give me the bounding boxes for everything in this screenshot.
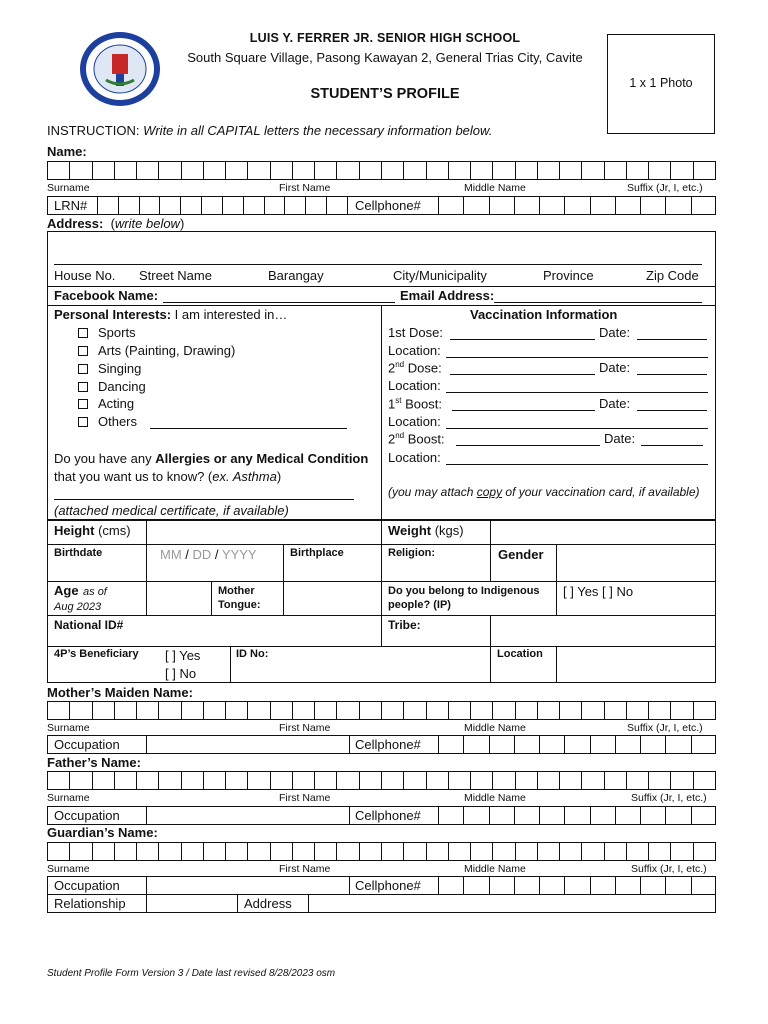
father-occupation-field[interactable] — [148, 807, 347, 824]
divider — [146, 581, 147, 616]
location-field[interactable] — [446, 464, 708, 465]
ordinal: 2 — [388, 431, 396, 447]
province-label: Province — [543, 268, 594, 283]
weight-label — [388, 523, 464, 538]
allergy-text: ) — [276, 469, 282, 484]
facebook-label: Facebook Name: — [54, 288, 159, 303]
father-label: Father’s Name: — [47, 755, 141, 770]
allergy-text: Do you have any — [54, 451, 152, 466]
address-hint: write below — [114, 216, 180, 231]
divider — [556, 646, 557, 683]
lrn-grid[interactable] — [97, 196, 348, 215]
birthdate-label: Birthdate — [54, 547, 103, 559]
guardian-cellphone-grid[interactable] — [438, 876, 716, 895]
dose1-date-field[interactable] — [637, 339, 707, 340]
divider — [556, 544, 557, 582]
gender-field[interactable] — [558, 546, 714, 580]
father-cellphone-grid[interactable] — [438, 806, 716, 825]
ordinal-suffix: nd — [395, 360, 405, 369]
address-line[interactable] — [54, 264, 702, 265]
checkbox[interactable] — [78, 328, 88, 338]
instruction-text: Write in all CAPITAL letters the necessary information below. — [143, 123, 493, 138]
allergy-question — [54, 450, 374, 486]
location-label: Location: — [388, 378, 441, 393]
interest-dancing[interactable] — [78, 379, 146, 394]
occupation-label: Occupation — [54, 737, 120, 752]
interest-label: Singing — [98, 361, 142, 376]
dose2-label — [388, 360, 442, 375]
address-label: Address: — [47, 216, 104, 231]
interest-label: Dancing — [98, 379, 146, 394]
checkbox[interactable] — [78, 399, 88, 409]
surname-label: Surname — [47, 863, 90, 875]
father-name-grid[interactable] — [47, 771, 716, 790]
guardian-name-grid[interactable] — [47, 842, 716, 861]
house-no-label: House No. — [54, 268, 116, 283]
cellphone-label: Cellphone# — [355, 737, 421, 752]
others-field[interactable] — [150, 428, 347, 429]
weight-field[interactable] — [492, 522, 714, 543]
divider — [490, 544, 491, 582]
surname-label: Surname — [47, 792, 90, 804]
interest-arts[interactable] — [78, 343, 235, 358]
guardian-address-label: Address — [244, 896, 292, 911]
height-field[interactable] — [148, 522, 379, 543]
attach-note: (attached medical certificate, if available) — [54, 503, 289, 518]
fourps-label: 4P’s Beneficiary — [54, 648, 139, 660]
interest-others[interactable] — [78, 414, 137, 429]
allergy-text: that you want us to know? ( — [54, 469, 213, 484]
suffix-label: Suffix (Jr, I, etc.) — [631, 792, 707, 804]
location-label: Location: — [388, 414, 441, 429]
interest-label: Sports — [98, 325, 136, 340]
interest-acting[interactable] — [78, 396, 134, 411]
divider — [146, 544, 147, 582]
email-label: Email Address: — [400, 288, 495, 303]
divider — [146, 520, 147, 545]
divider — [490, 615, 491, 647]
allergy-bold: Allergies or any Medical — [155, 451, 305, 466]
address-heading: Address: (write below) — [47, 216, 185, 231]
suffix-label: Suffix (Jr, I, etc.) — [627, 722, 703, 734]
middle-name-label: Middle Name — [464, 722, 526, 734]
location-label: Location: — [388, 450, 441, 465]
date-label: Date: — [604, 431, 636, 446]
middle-name-label: Middle Name — [464, 863, 526, 875]
location-label: Location: — [388, 343, 441, 358]
dose-label: Boost: — [401, 396, 442, 412]
location-field[interactable] — [446, 357, 708, 358]
height-text: Height — [54, 523, 95, 538]
date-label: Date: — [599, 325, 631, 340]
divider — [381, 305, 382, 520]
first-name-label: First Name — [279, 182, 331, 194]
month-placeholder: MM — [160, 547, 182, 562]
height-unit: (cms) — [98, 523, 131, 538]
boost2-field[interactable] — [456, 445, 600, 446]
boost2-label — [388, 431, 445, 446]
divider — [146, 806, 147, 825]
first-name-label: First Name — [279, 722, 331, 734]
dose2-field[interactable] — [450, 374, 595, 375]
allergy-field[interactable] — [54, 499, 354, 500]
guardian-occupation-field[interactable] — [148, 877, 347, 893]
interest-sports[interactable] — [78, 325, 136, 340]
lrn-label: LRN# — [54, 198, 88, 213]
age-date: Aug 2023 — [54, 601, 102, 613]
guardian-label: Guardian’s Name: — [47, 825, 158, 840]
boost1-label — [388, 396, 442, 411]
note-text: of your vaccination card, if available) — [502, 485, 700, 499]
checkbox[interactable] — [78, 364, 88, 374]
weight-unit: (kgs) — [434, 523, 464, 538]
tribe-label: Tribe: — [388, 618, 421, 632]
relationship-label: Relationship — [54, 896, 126, 911]
age-text: Age — [54, 583, 79, 598]
divider — [308, 894, 309, 913]
divider — [146, 735, 147, 754]
barangay-label: Barangay — [268, 268, 324, 283]
day-placeholder: DD — [192, 547, 212, 562]
divider — [381, 520, 382, 647]
birthdate-field[interactable]: MM / DD / YYYY — [160, 547, 257, 562]
checkbox[interactable] — [78, 417, 88, 427]
instruction-label: INSTRUCTION: — [47, 123, 140, 138]
name-label: Name: — [47, 144, 87, 159]
divider — [556, 581, 557, 616]
divider — [146, 876, 147, 913]
ordinal: 1 — [388, 396, 396, 412]
national-id-label: National ID# — [54, 618, 124, 632]
city-label: City/Municipality — [393, 268, 487, 283]
year-placeholder: YYYY — [221, 547, 257, 562]
guardian-address-field[interactable] — [310, 895, 714, 912]
note-text: copy — [476, 485, 503, 499]
id-no-label: ID No: — [236, 648, 269, 660]
birthplace-label: Birthplace — [290, 547, 344, 559]
first-name-label: First Name — [279, 792, 331, 804]
religion-label: Religion: — [388, 547, 436, 559]
date-label: Date: — [599, 396, 631, 411]
photo-box[interactable] — [607, 34, 715, 134]
instruction — [47, 123, 492, 138]
interest-label: Others — [98, 414, 138, 429]
surname-label: Surname — [47, 722, 90, 734]
ordinal-suffix: st — [395, 396, 402, 405]
vaccination-note — [388, 485, 706, 500]
middle-name-label: Middle Name — [464, 182, 526, 194]
divider — [490, 646, 491, 683]
photo-label: 1 x 1 Photo — [629, 76, 693, 90]
checkbox[interactable] — [78, 382, 88, 392]
interest-label: Arts (Painting, Drawing) — [98, 343, 236, 358]
dose1-label: 1st Dose: — [388, 325, 443, 340]
weight-text: Weight — [388, 523, 432, 538]
divider — [47, 286, 716, 287]
divider — [211, 581, 212, 616]
interest-label: Acting — [98, 396, 135, 411]
school-address: South Square Village, Pasong Kawayan 2, General Trias City, Cavite — [187, 50, 583, 65]
height-label — [54, 523, 131, 538]
ip-question: Do you belong to Indigenous people? (IP) — [388, 585, 540, 611]
boost1-date-field[interactable] — [637, 410, 707, 411]
interests-heading — [54, 307, 287, 322]
cellphone-label: Cellphone# — [355, 198, 421, 213]
footer-note: Student Profile Form Version 3 / Date last revised 8/28/2023 osm — [47, 968, 336, 979]
suffix-label: Suffix (Jr, I, etc.) — [627, 182, 703, 194]
dose-label: Boost: — [404, 431, 445, 447]
divider — [349, 806, 350, 825]
cellphone-label: Cellphone# — [355, 808, 421, 823]
divider — [283, 544, 284, 582]
allergy-example: ex. Asthma — [212, 469, 277, 484]
divider — [283, 581, 284, 616]
interests-lead: I am interested in… — [174, 307, 288, 322]
divider — [349, 735, 350, 754]
divider — [237, 894, 238, 913]
divider — [490, 520, 491, 545]
mother-occupation-field[interactable] — [148, 736, 347, 753]
school-name: LUIS Y. FERRER JR. SENIOR HIGH SCHOOL — [249, 31, 521, 45]
first-name-label: First Name — [279, 863, 331, 875]
boost2-date-field[interactable] — [641, 445, 703, 446]
dose2-date-field[interactable] — [637, 374, 707, 375]
location-field[interactable] — [446, 428, 708, 429]
surname-label: Surname — [47, 182, 90, 194]
age-asof: as of — [83, 586, 107, 598]
vaccination-title: Vaccination Information — [470, 307, 618, 322]
divider — [349, 876, 350, 895]
ordinal-suffix: nd — [395, 431, 405, 440]
mother-cellphone-grid[interactable] — [438, 735, 716, 754]
mother-label: Mother’s Maiden Name: — [47, 685, 193, 700]
mother-tongue-label: Mother Tongue: — [218, 585, 261, 611]
occupation-label: Occupation — [54, 878, 120, 893]
date-label: Date: — [599, 360, 631, 375]
cellphone-grid[interactable] — [438, 196, 716, 215]
zip-label: Zip Code — [646, 268, 699, 283]
fourps-no[interactable]: [ ] No — [165, 666, 197, 681]
note-text: (you may attach — [388, 485, 477, 499]
cellphone-label: Cellphone# — [355, 878, 421, 893]
interests-label: Personal Interests: — [54, 307, 172, 322]
dose-label: Dose: — [404, 360, 442, 376]
name-grid[interactable] — [47, 161, 716, 180]
fourps-yes[interactable]: [ ] Yes — [165, 648, 201, 663]
mother-name-grid[interactable] — [47, 701, 716, 720]
middle-name-label: Middle Name — [464, 792, 526, 804]
facebook-field[interactable] — [163, 302, 395, 303]
gender-label: Gender — [498, 547, 544, 562]
occupation-label: Occupation — [54, 808, 120, 823]
interest-singing[interactable] — [78, 361, 141, 376]
age-label — [54, 584, 107, 614]
ip-options[interactable]: [ ] Yes [ ] No — [563, 584, 634, 599]
checkbox[interactable] — [78, 346, 88, 356]
boost1-field[interactable] — [452, 410, 595, 411]
location-label: Location — [497, 648, 543, 660]
location-field[interactable] — [446, 392, 708, 393]
allergy-bold: Condition — [307, 451, 369, 466]
suffix-label: Suffix (Jr, I, etc.) — [631, 863, 707, 875]
street-label: Street Name — [139, 268, 212, 283]
divider — [230, 646, 231, 683]
relationship-field[interactable] — [148, 895, 235, 912]
email-field[interactable] — [494, 302, 702, 303]
ordinal: 2 — [388, 360, 396, 376]
form-title: STUDENT’S PROFILE — [310, 86, 460, 102]
dose1-field[interactable] — [450, 339, 595, 340]
